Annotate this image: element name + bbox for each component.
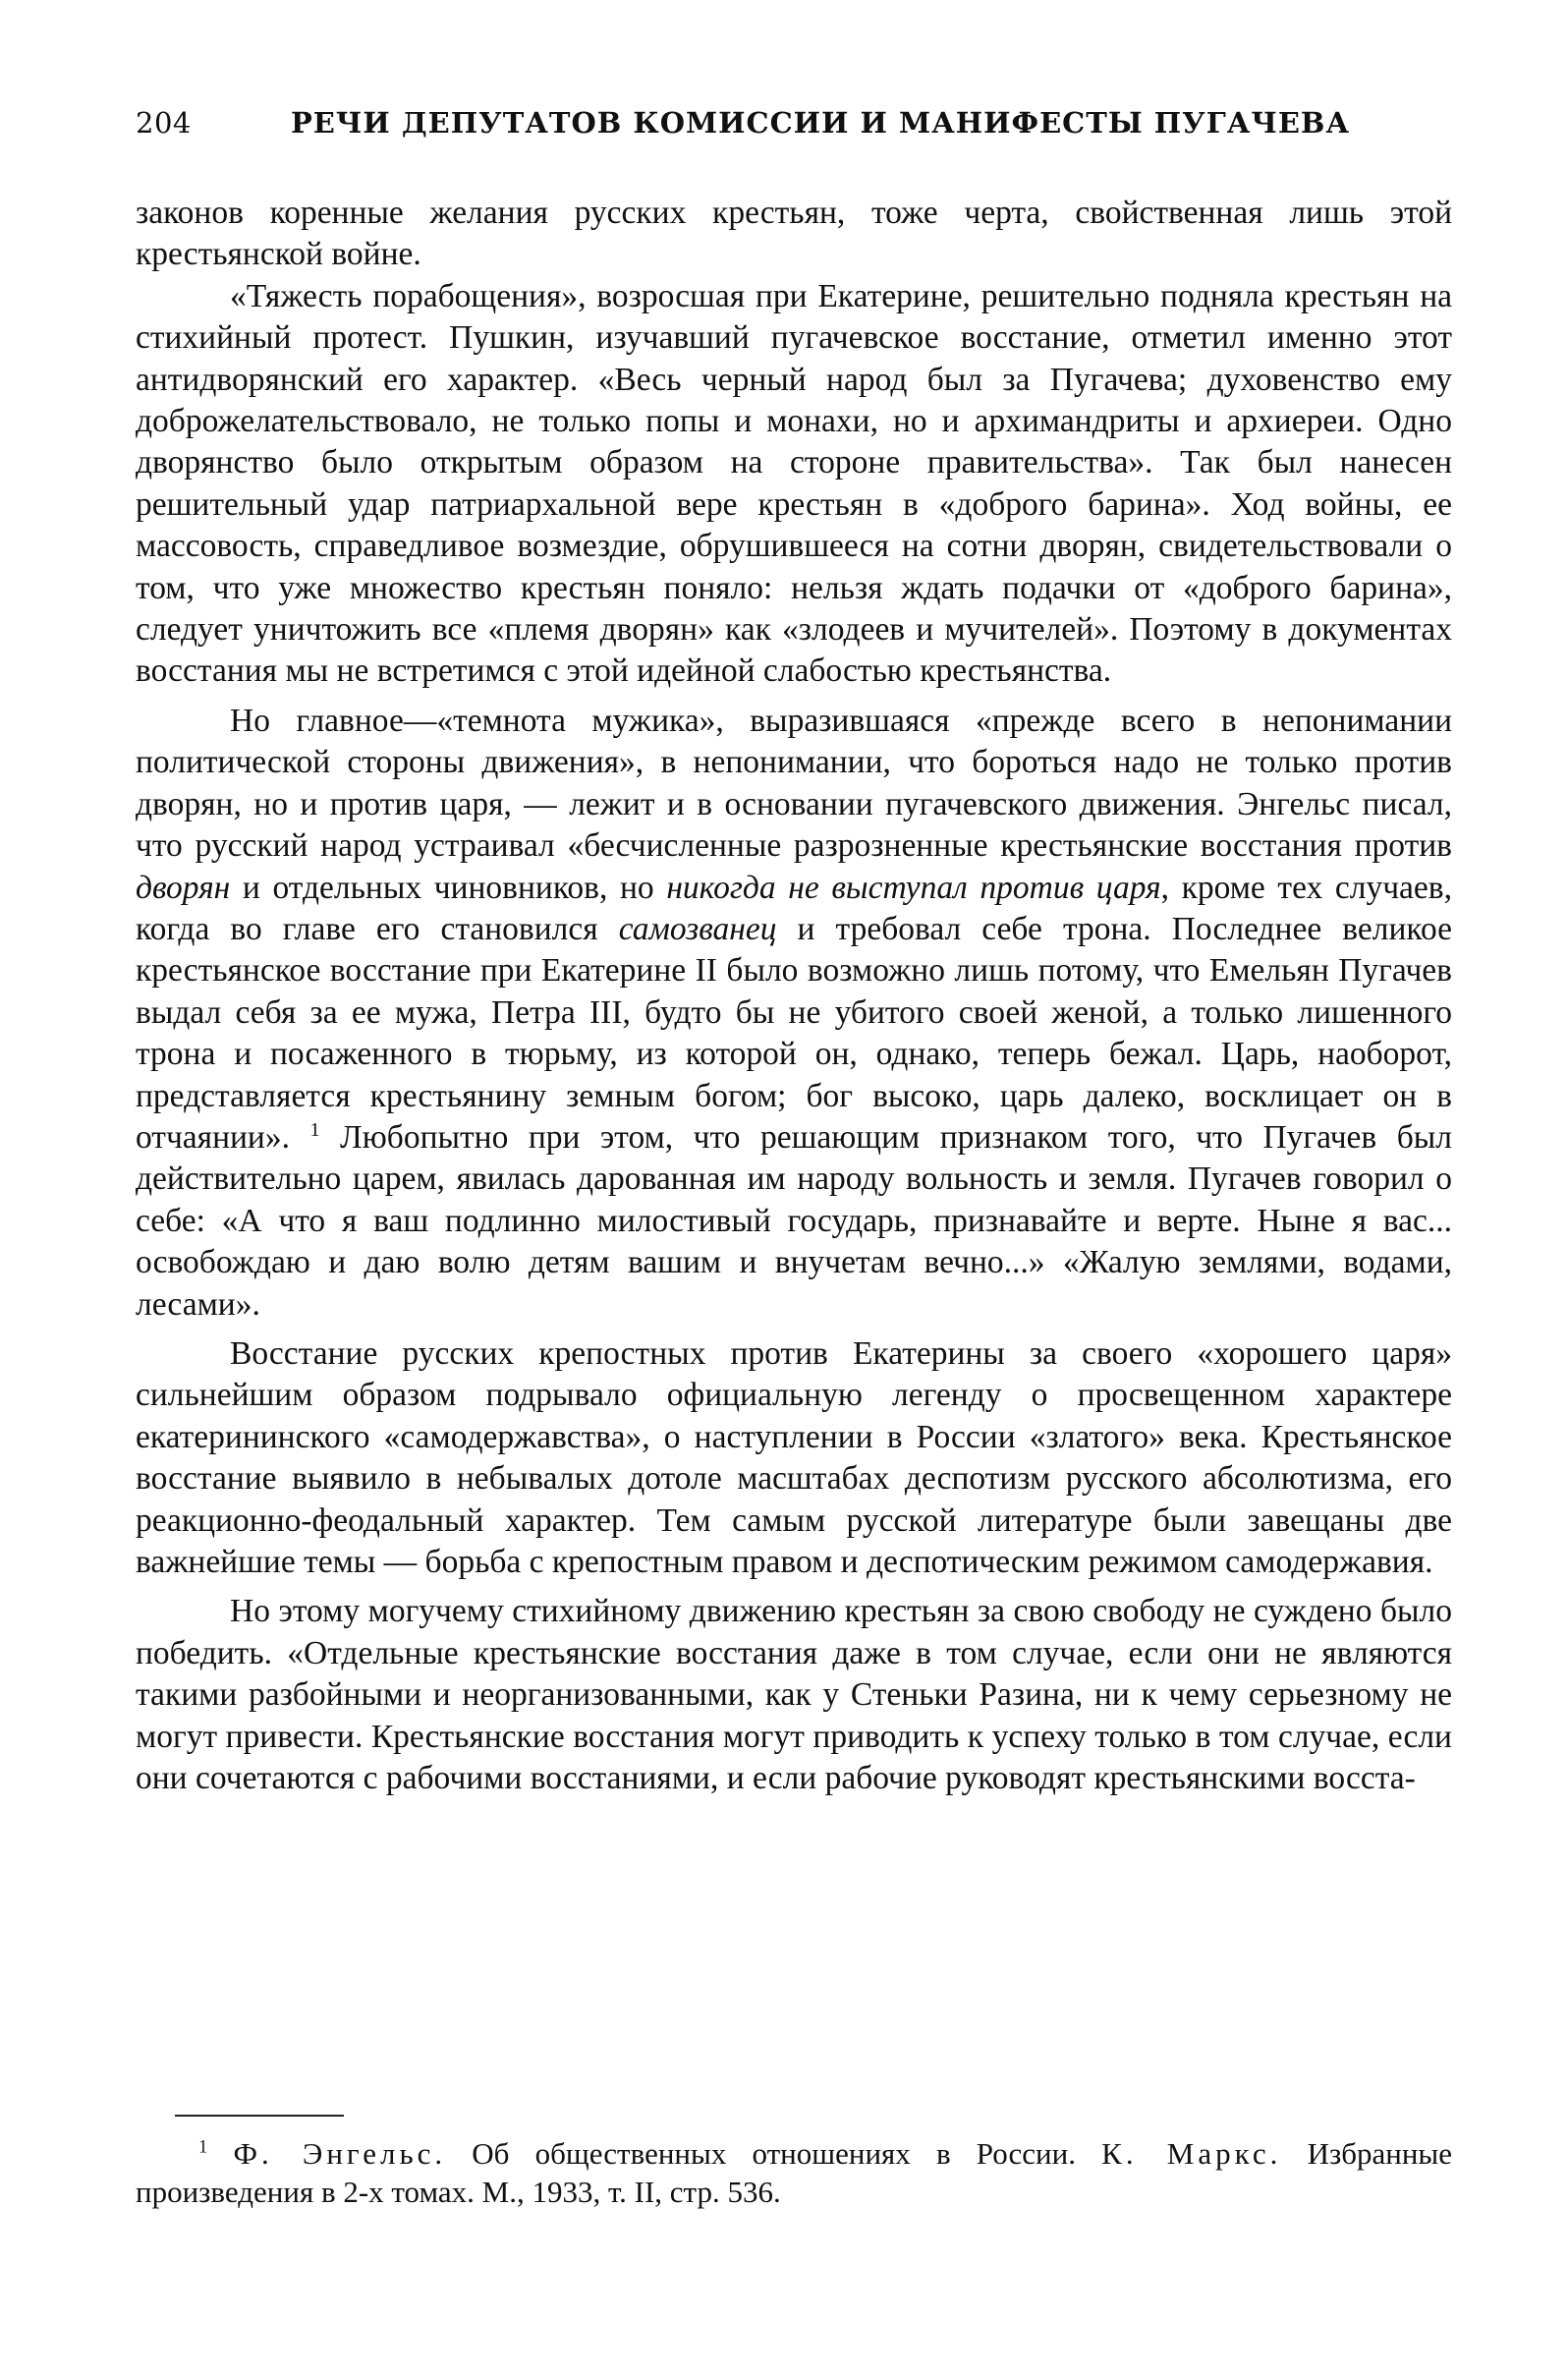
footnote-author-engels: Ф. Энгельс. — [233, 2136, 447, 2171]
paragraph-5: Но этому могучему стихийному движению крестьян за свою свободу не суждено было победить. «Отдельные крестьянские восстания даже в том случае, если они не являются такими разбойными и неорганизованными, как у Стеньки Разина, ни к чему серьезному не могут привести. Крестьянские восстания могут приводить к успеху только в том случае, если они сочетаются с рабочими восстаниями, и если рабочие руководят крестьянскими восста- — [136, 1593, 1452, 1797]
paragraph-3 — [136, 701, 1452, 1326]
paragraph-3-text-e: Любопытно при этом, что решающим признаком того, что Пугачев был действительно царем, явилась дарованная им народу вольность и земля. Пугачев говорил о себе: «А что я ваш подлинно милостивый государь, признавайте и верте. Ныне я вас... освобождаю и даю волю детям вашим и внучетам вечно...» «Жалую землями, водами, лесами». — [136, 1118, 1452, 1323]
footnote-text-1: Об общественных отношениях в России. — [446, 2136, 1102, 2171]
page-number: 204 — [136, 106, 192, 140]
footnote-author-marx: К. Маркс. — [1101, 2136, 1282, 2171]
footnote-marker: 1 — [198, 2136, 208, 2158]
paragraph-3-text-a: Но главное—«темнота мужика», выразившаяся «прежде всего в непонимании политической стороны движения», в непонимании, что бороться надо не только против дворян, но и против царя, — лежит и в основании пугачевского движения. Энгельс писал, что русский народ устраивал «бесчисленные разрозненные крестьянские восстания против — [136, 702, 1452, 865]
footnote — [136, 2134, 1452, 2211]
emphasis-dvoryan: дворян — [136, 869, 231, 906]
paragraph-1: законов коренные желания русских крестьян, тоже черта, свойственная лишь этой крестьянской войне. — [136, 195, 1452, 273]
footnote-separator — [175, 2115, 344, 2117]
footnote-text-2: Избранные произведения в 2-х томах. М., 1933, т. II, стр. 536. — [136, 2136, 1452, 2209]
paragraph-4: Восстание русских крепостных против Екатерины за своего «хорошего царя» сильнейшим образом подрывало официальную легенду о просвещенном характере екатерининского «самодержавства», о наступлении в России «златого» века. Крестьянское восстание выявило в небывалых дотоле масштабах деспотизм русского абсолютизма, его реакционно-феодальный характер. Тем самым русской литературе были завещаны две важнейшие темы — борьба с крепостным правом и деспотическим режимом самодержавия. — [136, 1334, 1452, 1580]
body-text — [136, 193, 1452, 1799]
running-title: РЕЧИ ДЕПУТАТОВ КОМИССИИ И МАНИФЕСТЫ ПУГАЧЕВА — [291, 106, 1351, 140]
paragraph-3-text-c: , кроме тех случаев, когда во главе его становился — [136, 869, 1452, 947]
footnote-reference[interactable]: 1 — [309, 1118, 320, 1141]
paragraph-2: «Тяжесть порабощения», возросшая при Екатерине, решительно подняла крестьян на стихийный протест. Пушкин, изучавший пугачевское восстание, отметил именно этот антидворянский его характер. «Весь черный народ был за Пугачева; духовенство ему доброжелательствовало, не только попы и монахи, но и архимандриты и архиереи. Одно дворянство было открытым образом на стороне правительства». Так был нанесен решительный удар патриархальной вере крестьян в «доброго барина». Ход войны, ее массовость, справедливое возмездие, обрушившееся на сотни дворян, свидетельствовали о том, что уже множество крестьян поняло: нельзя ждать подачки от «доброго барина», следует уничтожить все «племя дворян» как «злодеев и мучителей». Поэтому в документах восстания мы не встретимся с этой идейной слабостью крестьянства. — [136, 277, 1452, 690]
emphasis-impostor: самозванец — [618, 910, 777, 947]
emphasis-never-against-tsar: никогда не выступал против царя — [666, 869, 1161, 906]
paragraph-3-text-d: и требовал себе трона. Последнее великое крестьянское восстание при Екатерине II было возможно лишь потому, что Емельян Пугачев выдал себя за ее мужа, Петра III, будто бы не убитого своей женой, а только лишенного трона и посаженного в тюрьму, из которой он, однако, теперь бежал. Царь, наоборот, представляется крестьянину земным богом; бог высоко, царь далеко, восклицает он в отчаянии». — [136, 910, 1452, 1156]
paragraph-3-text-b: и отдельных чиновников, но — [230, 869, 667, 906]
